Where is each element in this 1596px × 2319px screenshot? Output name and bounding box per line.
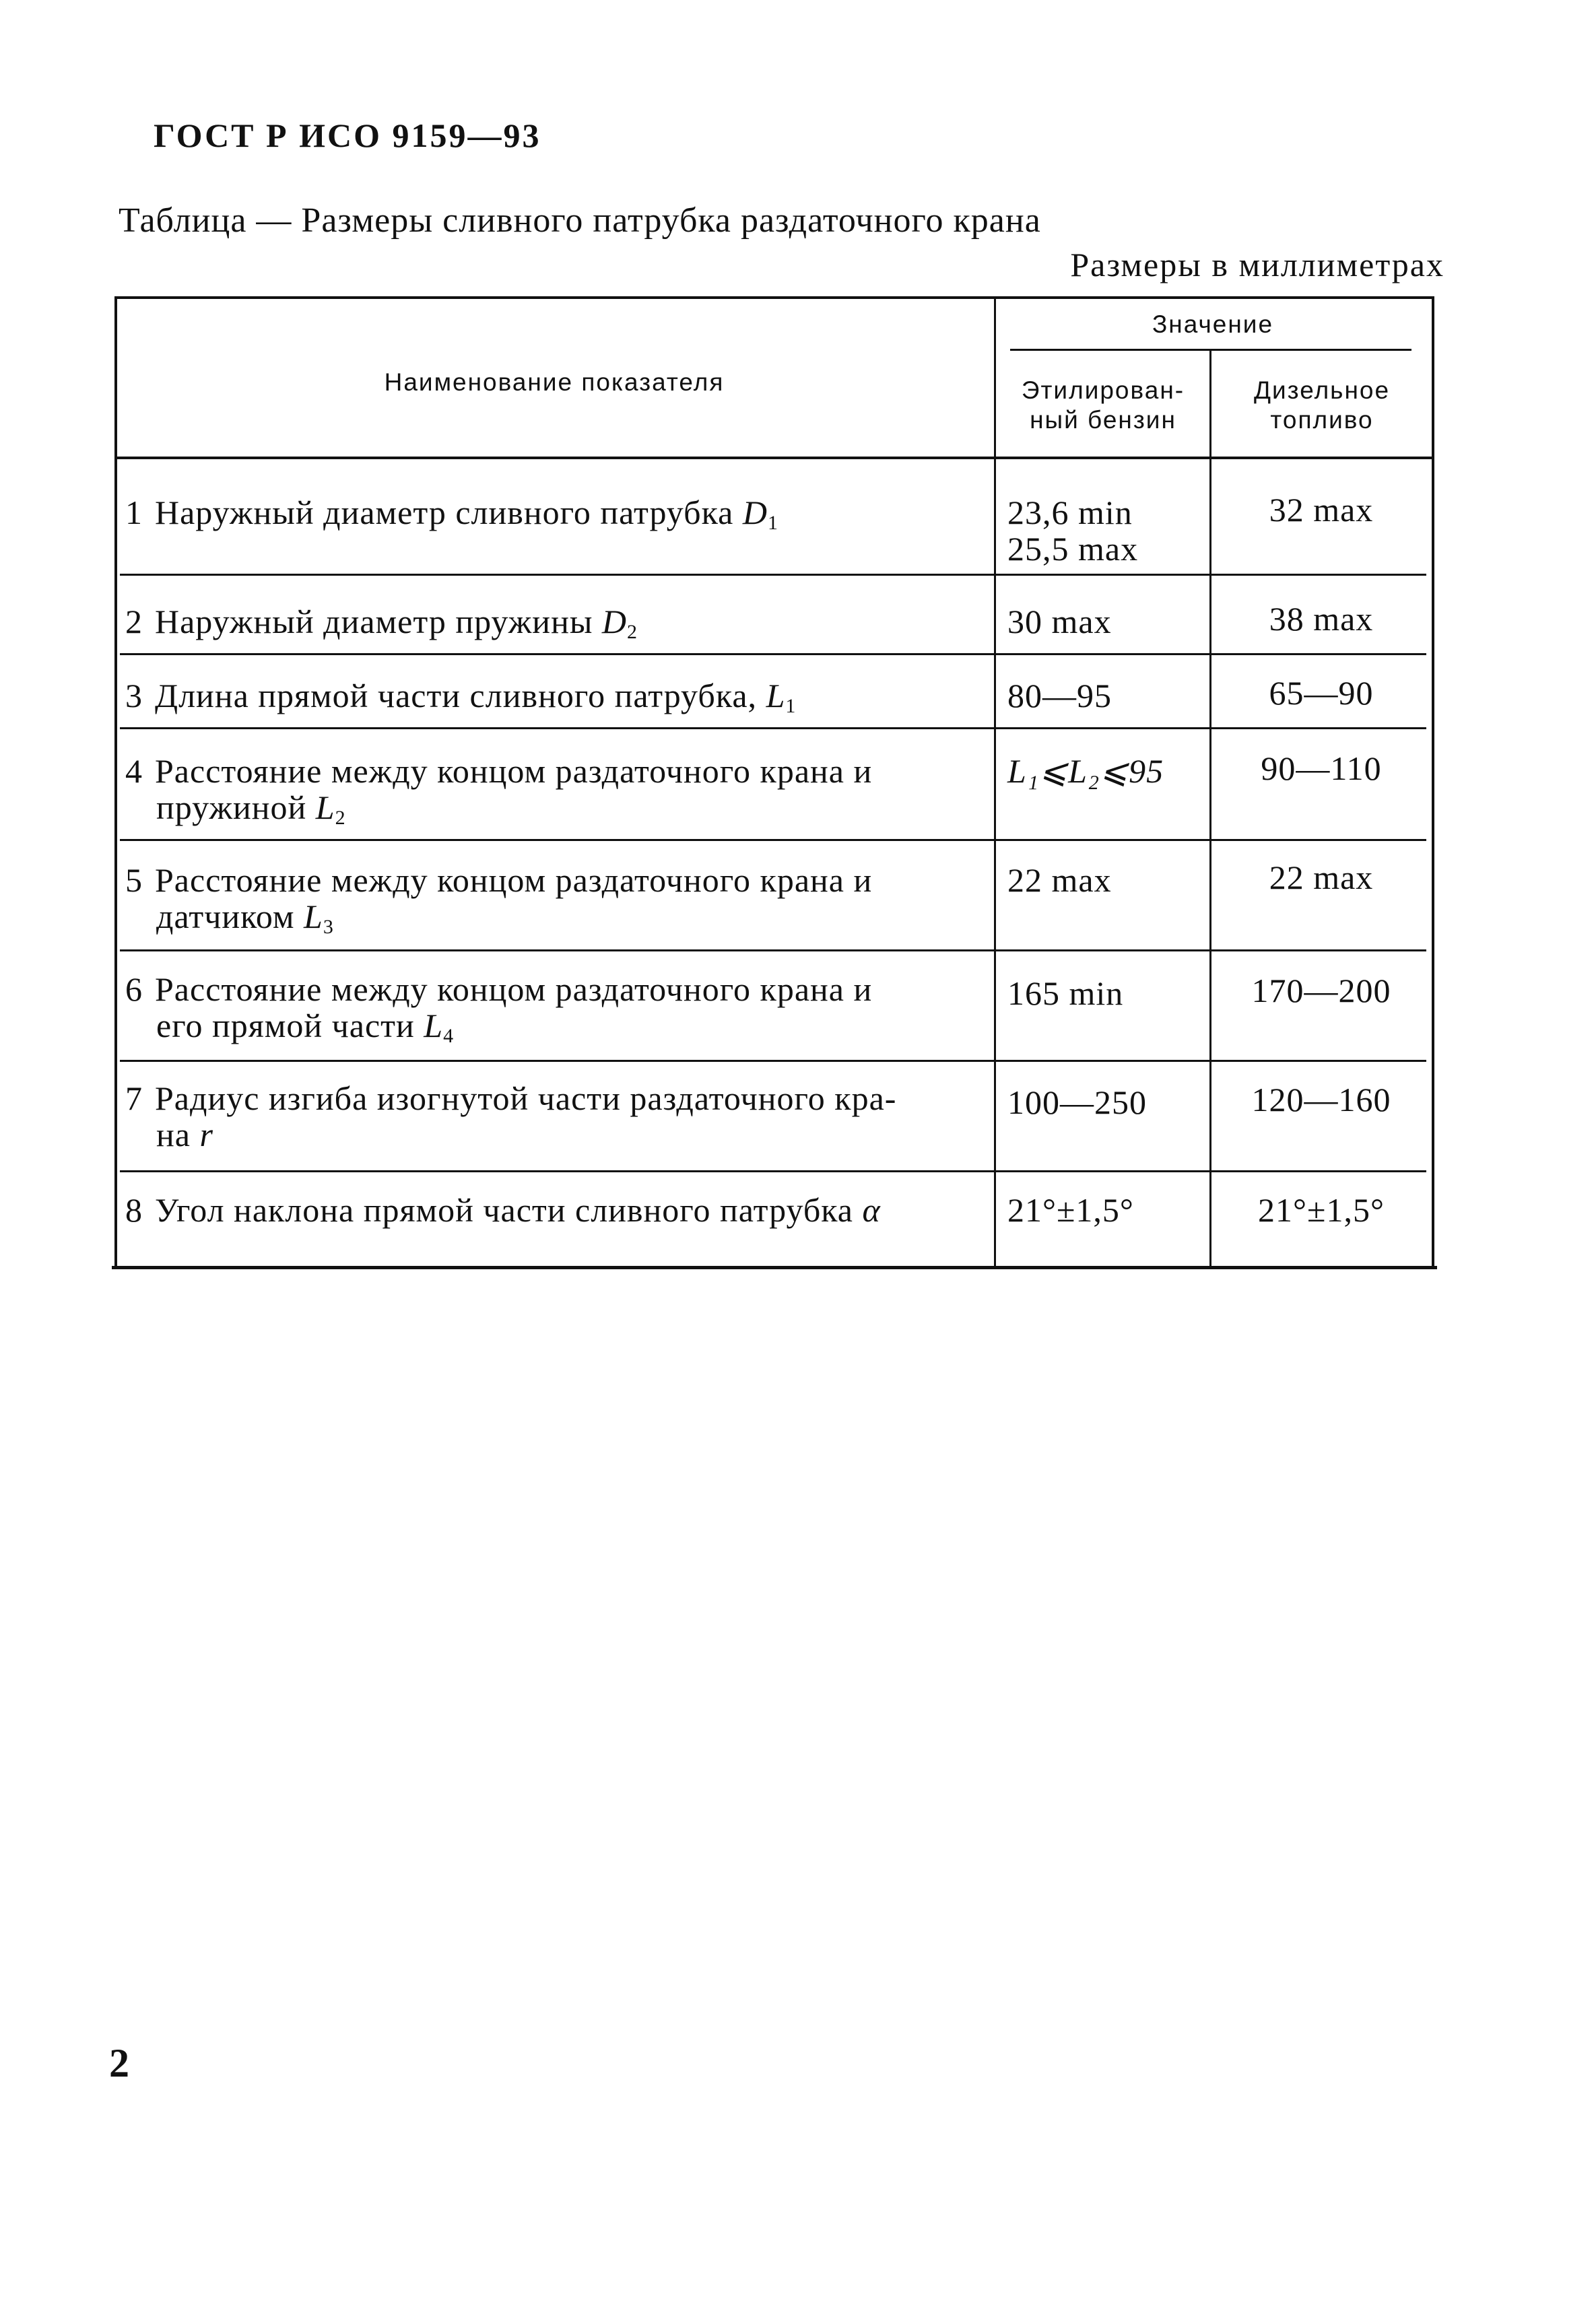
table-row-2-diesel: 38 max [1269, 600, 1374, 638]
table-row-3-underline [120, 727, 1426, 729]
header-diesel [1212, 376, 1432, 435]
table-row-2-leaded: 30 max [1007, 603, 1112, 640]
table-row-7-underline [120, 1170, 1426, 1172]
table-units: Размеры в миллиметрах [1070, 246, 1444, 283]
table-row-1-leaded: 23,6 min 25,5 max [1007, 494, 1139, 568]
table-row-1-label: 1 Наружный диаметр сливного патрубка $D_1$ [125, 494, 778, 534]
table-row-8-label: 8 Угол наклона прямой части сливного патрубка α [125, 1191, 881, 1229]
table-row-3-leaded: 80—95 [1007, 677, 1112, 714]
table-row-5-underline [120, 949, 1426, 951]
table-row-5-leaded: 22 max [1007, 861, 1112, 899]
header-name: Наименование показателя [384, 368, 725, 396]
table-row-4-underline [120, 839, 1426, 841]
header-divider-values [1209, 350, 1211, 1266]
table-row-2-underline [120, 653, 1426, 655]
table-left-border [114, 296, 117, 1266]
table-row-6-leaded: 165 min [1007, 974, 1124, 1012]
table-row-6-underline [120, 1060, 1426, 1062]
table-row-5-label: 5 Расстояние между концом раздаточного крана и датчиком $L_3$ [125, 861, 873, 938]
table-row-1-diesel: 32 max [1269, 491, 1374, 529]
header-diesel-line2: топливо [1270, 406, 1374, 434]
table-caption: Таблица — Размеры сливного патрубка раздаточного крана [119, 201, 1041, 240]
header-value-group: Значение [1152, 310, 1274, 338]
header-bottom-border [114, 457, 1434, 459]
page-number: 2 [109, 2041, 129, 2085]
table-row-4-diesel: 90—110 [1261, 749, 1382, 787]
header-leaded-gasoline-line2: ный бензин [1030, 406, 1176, 434]
header-diesel-line1: Дизельное [1253, 376, 1391, 404]
table-row-3-label: 3 Длина прямой части сливного патрубка, $L_1$ [125, 677, 797, 717]
table-row-2-label: 2 Наружный диаметр пружины $D_2$ [125, 603, 638, 643]
table-row-5-diesel: 22 max [1269, 859, 1374, 896]
table-row-6-label: 6 Расстояние между концом раздаточного крана и его прямой части $L_4$ [125, 970, 873, 1047]
table-bottom-border [112, 1266, 1437, 1269]
header-leaded-gasoline [997, 376, 1209, 435]
document-header-code: ГОСТ Р ИСО 9159—93 [154, 116, 541, 154]
table-row-7-label: 7 Радиус изгиба изогнутой части раздаточного кра- на r [125, 1079, 897, 1153]
table-row-7-diesel: 120—160 [1251, 1081, 1391, 1118]
header-leaded-gasoline-line1: Этилирован- [1021, 376, 1185, 404]
table-row-8-leaded: 21°±1,5° [1007, 1191, 1134, 1229]
table-row-8-diesel: 21°±1,5° [1258, 1191, 1385, 1229]
table-right-border [1432, 296, 1434, 1266]
table-row-1-underline [120, 574, 1426, 576]
table-row-4-leaded: L₁⩽L₂⩽95 [1007, 752, 1164, 790]
table-row-3-diesel: 65—90 [1269, 674, 1374, 712]
table-row-4-label: 4 Расстояние между концом раздаточного крана и пружиной $L_2$ [125, 752, 873, 829]
table-row-6-diesel: 170—200 [1251, 972, 1391, 1009]
table-row-7-leaded: 100—250 [1007, 1083, 1147, 1121]
table-top-border [114, 296, 1434, 299]
header-divider-name [994, 296, 996, 1266]
